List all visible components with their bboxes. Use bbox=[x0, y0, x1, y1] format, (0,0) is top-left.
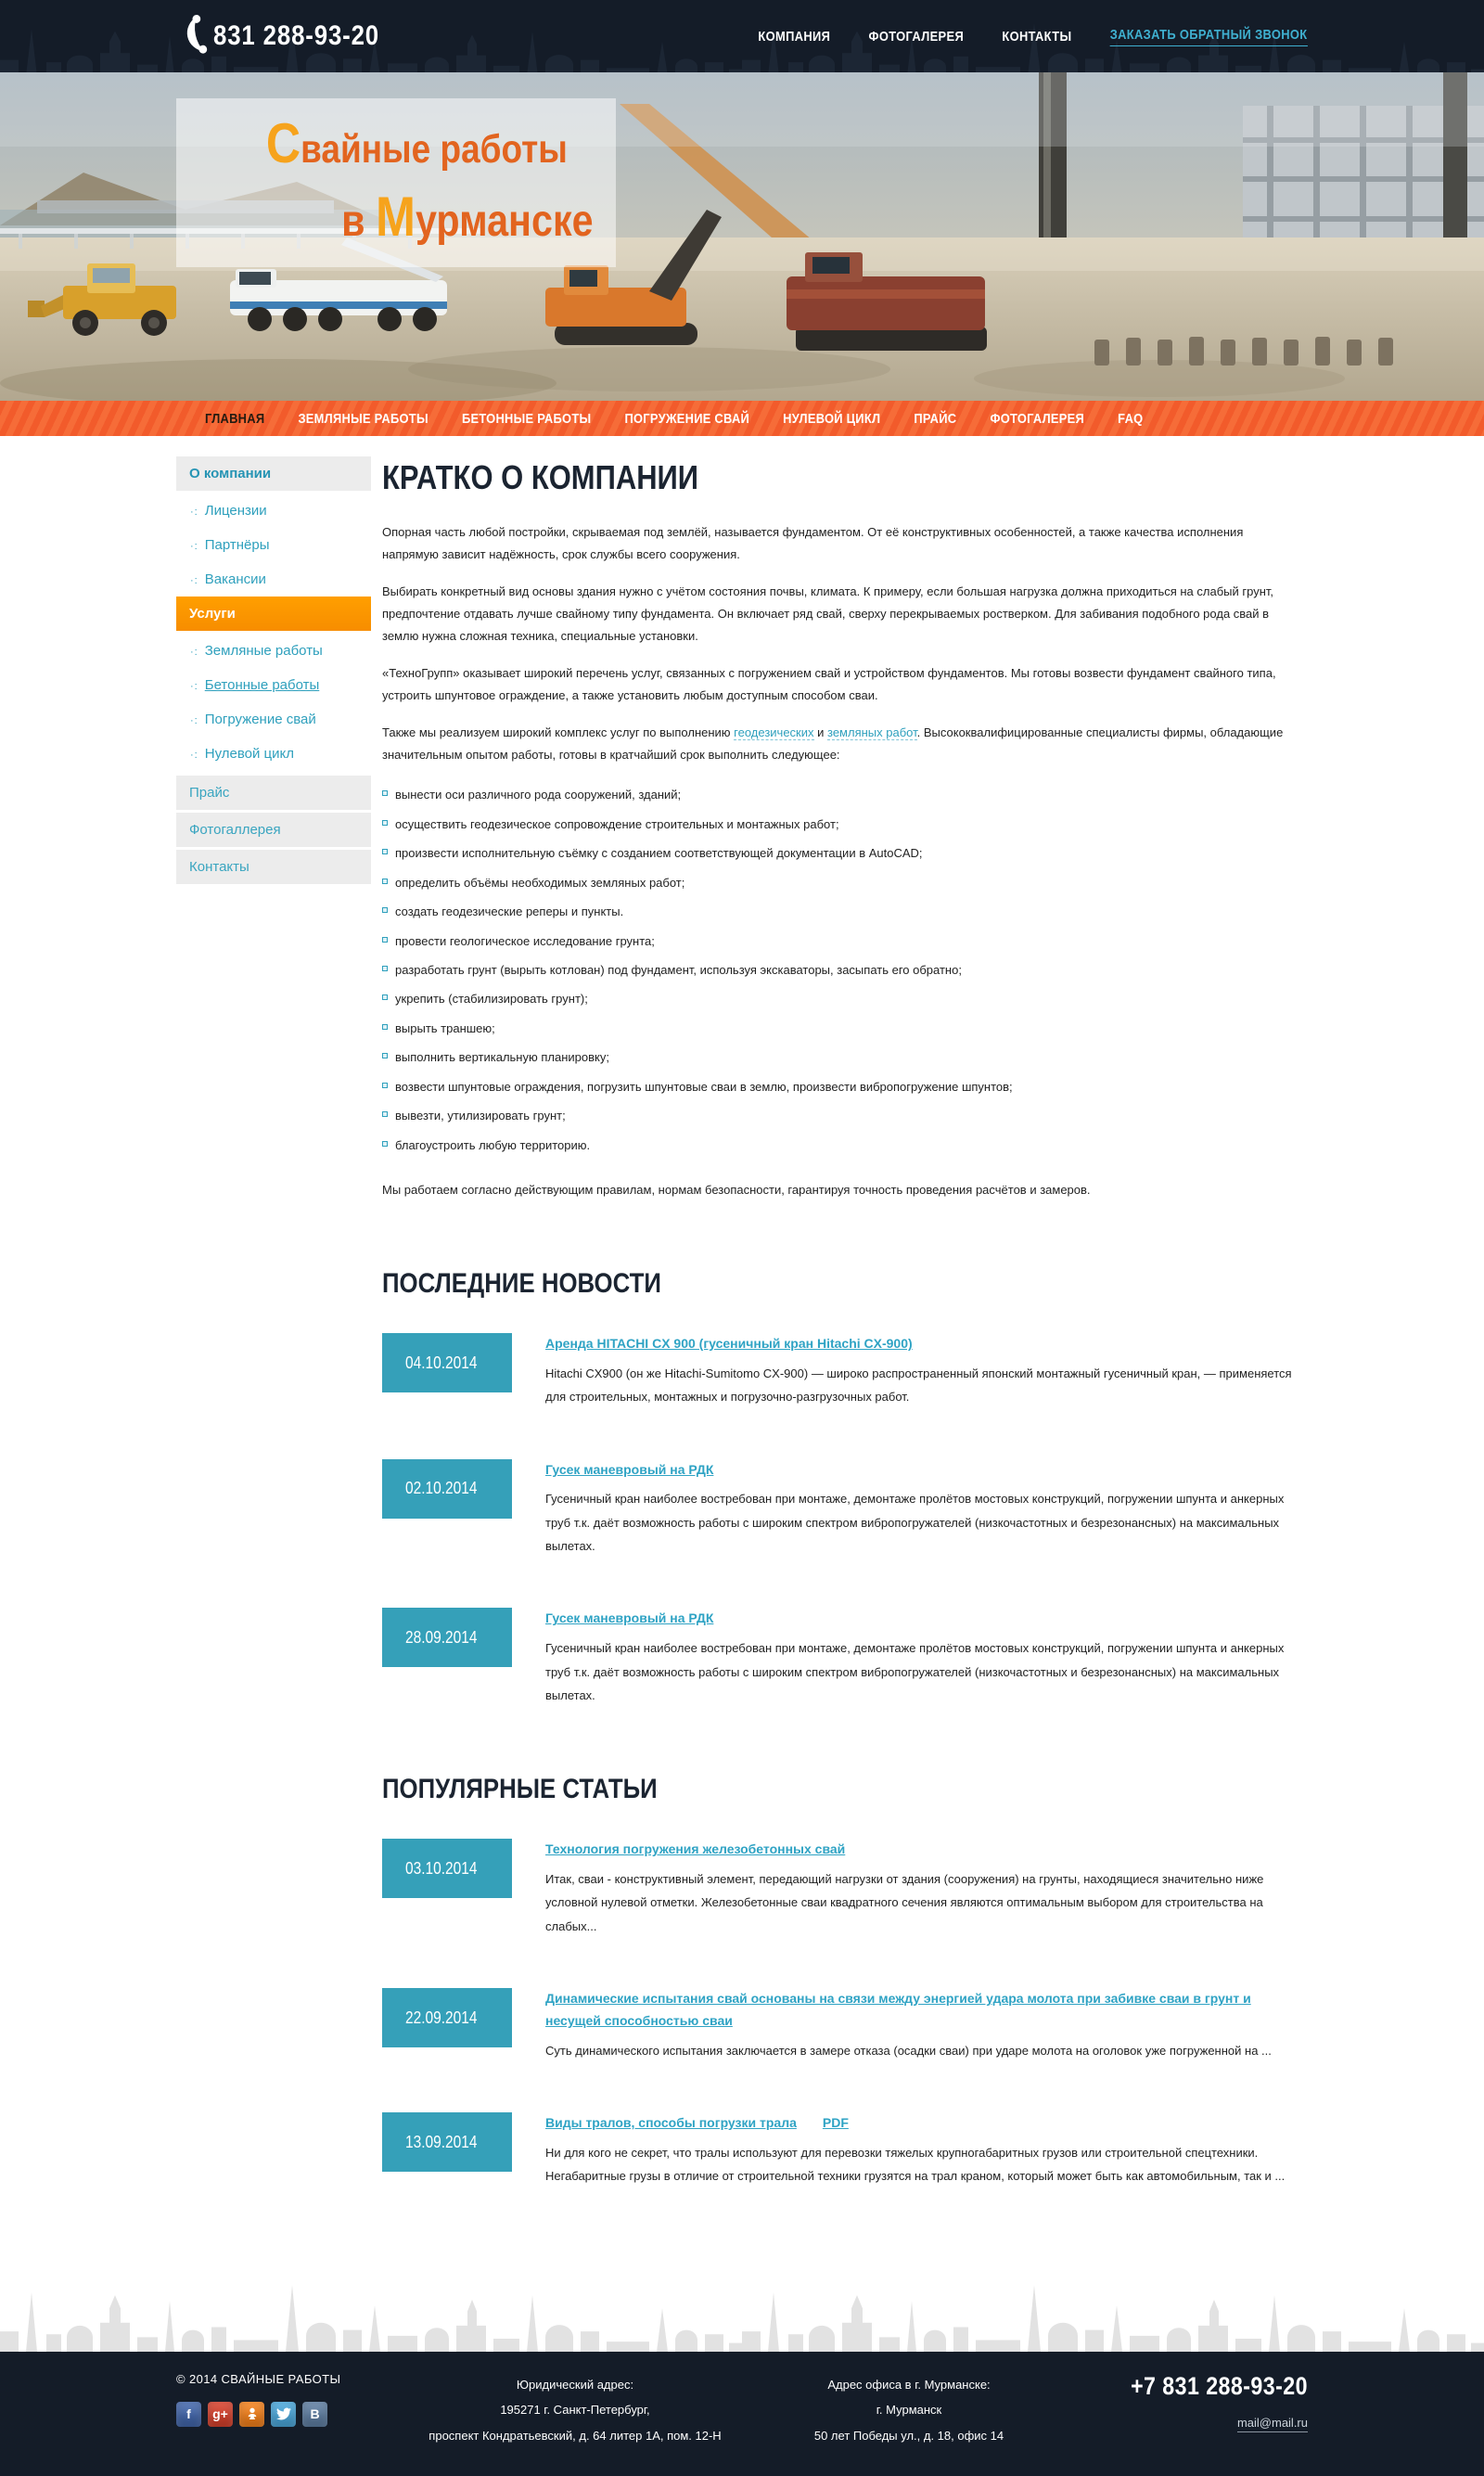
list-item: осуществить геодезическое сопровождение строительных и монтажных работ; bbox=[382, 815, 1300, 834]
nav-zero-cycle[interactable]: НУЛЕВОЙ ЦИКЛ bbox=[783, 410, 881, 427]
sidebar-item-partners[interactable]: ·: Партнёры bbox=[190, 537, 270, 553]
news-date-badge: 02.10.2014 bbox=[382, 1459, 512, 1519]
sidebar-menu bbox=[176, 456, 371, 887]
office-address-block: Адрес офиса в г. Мурманске: г. Мурманск 50 лет Победы ул., д. 18, офис 14 bbox=[813, 2377, 1004, 2444]
nav-earthworks[interactable]: ЗЕМЛЯНЫЕ РАБОТЫ bbox=[298, 410, 429, 427]
main-nav bbox=[0, 401, 1484, 436]
nav-concrete-works[interactable]: БЕТОННЫЕ РАБОТЫ bbox=[461, 410, 592, 427]
news-title-link[interactable]: Гусек маневровый на РДК bbox=[545, 1610, 714, 1626]
phone-handset-icon bbox=[173, 13, 208, 58]
sub-item-marker-icon: ·: bbox=[190, 575, 198, 586]
top-nav-gallery[interactable]: ФОТОГАЛЕРЕЯ bbox=[869, 28, 965, 45]
top-header bbox=[0, 0, 1484, 72]
article-pdf-link[interactable]: PDF bbox=[822, 2115, 849, 2131]
intro-paragraph-3: «ТехноГрупп» оказывает широкий перечень услуг, связанных с погружением свай и устройством фундаментов. Мы готовы возвести фундамент свайного типа, устроить шпунтовое ограждение, а также установить любым доступным способом сваи. bbox=[382, 666, 1276, 703]
article-title-link[interactable]: Технология погружения железобетонных свай bbox=[545, 1841, 846, 1857]
sidebar-item-contacts[interactable]: Контакты bbox=[176, 850, 371, 884]
sub-item-marker-icon: ·: bbox=[190, 541, 198, 552]
sidebar-item-earthworks[interactable]: ·: Земляные работы bbox=[190, 643, 323, 659]
news-item bbox=[382, 1608, 1308, 1707]
article-date-badge: 22.09.2014 bbox=[382, 1988, 512, 2047]
legal-address-block: Юридический адрес: 195271 г. Санкт-Петербург, проспект Кондратьевский, д. 64 литер 1А, пом. 12-Н bbox=[429, 2377, 722, 2444]
city-skyline-silhouette bbox=[0, 2279, 1484, 2352]
hero-title-box bbox=[176, 98, 616, 267]
sidebar-item-vacancies[interactable]: ·: Вакансии bbox=[190, 571, 266, 587]
top-nav-contacts[interactable]: КОНТАКТЫ bbox=[1002, 28, 1072, 45]
hero-title-line2: в Мурманске bbox=[341, 186, 594, 248]
news-item bbox=[382, 1333, 1308, 1408]
article-item bbox=[382, 1988, 1308, 2062]
list-item: выполнить вертикальную планировку; bbox=[382, 1047, 1300, 1067]
list-item: укрепить (стабилизировать грунт); bbox=[382, 989, 1300, 1008]
social-links bbox=[176, 2402, 408, 2427]
nav-photo-gallery[interactable]: ФОТОГАЛЕРЕЯ bbox=[990, 410, 1085, 427]
news-title-link[interactable]: Аренда HITACHI CX 900 (гусеничный кран Hitachi CX-900) bbox=[545, 1336, 913, 1352]
hero-banner bbox=[0, 72, 1484, 401]
article-item bbox=[382, 1839, 1308, 1938]
sidebar-item-pile-driving[interactable]: ·: Погружение свай bbox=[190, 712, 316, 727]
article-text: Ни для кого не секрет, что тралы используют для перевозки тяжелых крупногабаритных грузов или строительной спецтехники. Негабаритные грузы в отличие от строительной техники грузятся на трал краном, который может быть как автомобильным, так и ... bbox=[545, 2145, 1286, 2184]
vkontakte-icon[interactable]: B bbox=[302, 2402, 327, 2427]
sub-item-marker-icon: ·: bbox=[190, 507, 198, 518]
nav-pile-driving[interactable]: ПОГРУЖЕНИЕ СВАЙ bbox=[624, 410, 750, 427]
list-item: провести геологическое исследование грунта; bbox=[382, 931, 1300, 951]
nav-home[interactable]: ГЛАВНАЯ bbox=[204, 410, 265, 427]
top-nav-company[interactable]: КОМПАНИЯ bbox=[758, 28, 831, 45]
sub-item-marker-icon: ·: bbox=[190, 715, 198, 726]
list-item: вырыть траншею; bbox=[382, 1019, 1300, 1038]
sidebar-item-photogallery[interactable]: Фотогаллерея bbox=[176, 813, 371, 847]
nav-price[interactable]: ПРАЙС bbox=[914, 410, 957, 427]
sidebar-item-zero-cycle[interactable]: ·: Нулевой цикл bbox=[190, 746, 294, 762]
news-date-badge: 28.09.2014 bbox=[382, 1608, 512, 1667]
footer-email-link[interactable]: mail@mail.ru bbox=[1237, 2416, 1308, 2432]
sub-item-marker-icon: ·: bbox=[190, 647, 198, 658]
sidebar-item-concrete-works[interactable]: ·: Бетонные работы bbox=[190, 677, 320, 693]
services-list bbox=[382, 785, 1300, 1155]
list-item: благоустроить любую территорию. bbox=[382, 1135, 1300, 1155]
list-item: вывезти, утилизировать грунт; bbox=[382, 1106, 1300, 1125]
list-item: определить объёмы необходимых земляных работ; bbox=[382, 873, 1300, 892]
news-text: Hitachi CX900 (он же Hitachi-Sumitomo CX-900) — широко распространенный японский монтажный гусеничный кран, — применяется для строительных, монтажных и погрузочно-разгрузочных работ. bbox=[545, 1366, 1292, 1405]
nav-faq[interactable]: FAQ bbox=[1118, 410, 1144, 427]
list-item: вынести оси различного рода сооружений, зданий; bbox=[382, 785, 1300, 804]
skyline-decoration-band bbox=[0, 2276, 1484, 2352]
odnoklassniki-icon[interactable] bbox=[239, 2402, 264, 2427]
sub-item-marker-icon: ·: bbox=[190, 750, 198, 761]
news-text: Гусеничный кран наиболее востребован при монтаже, демонтаже пролётов мостовых конструкций, погружении шпунта и анкерных труб т.к. даёт возможность работы с широким спектром вибропогружателей (низкочастотных и безрезонансных) на максимальных вылетах. bbox=[545, 1641, 1285, 1702]
facebook-icon[interactable]: f bbox=[176, 2402, 201, 2427]
list-item: произвести исполнительную съёмку с созданием соответствующей документации в AutoCAD; bbox=[382, 843, 1300, 863]
sidebar-item-services[interactable]: Услуги bbox=[176, 597, 371, 631]
list-item: создать геодезические реперы и пункты. bbox=[382, 902, 1300, 921]
geodesy-link[interactable]: геодезических bbox=[734, 725, 814, 740]
article-date-badge: 13.09.2014 bbox=[382, 2112, 512, 2172]
list-item: разработать грунт (вырыть котлован) под фундамент, используя экскаваторы, засыпать его обратно; bbox=[382, 960, 1300, 980]
footer bbox=[0, 2352, 1484, 2476]
sub-item-marker-icon: ·: bbox=[190, 681, 198, 692]
closing-paragraph: Мы работаем согласно действующим правилам, нормам безопасности, гарантируя точность проведения расчётов и замеров. bbox=[382, 1183, 1091, 1198]
page-title: КРАТКО О КОМПАНИИ bbox=[382, 458, 699, 496]
intro-paragraph-4: Также мы реализуем широкий комплекс услуг по выполнению геодезических и земляных работ. Высококвалифицированные специалисты фирмы, обладающие значительным опытом работы, готовы в кратчайший срок выполнить следующее: bbox=[382, 725, 1284, 763]
twitter-icon[interactable] bbox=[271, 2402, 296, 2427]
hero-title-line1: Свайные работы bbox=[266, 112, 568, 174]
news-item bbox=[382, 1459, 1308, 1559]
article-title-link[interactable]: Динамические испытания свай основаны на связи между энергией удара молота при забивке сваи в грунт и несущей способностью сваи bbox=[545, 1991, 1251, 2028]
article-text: Суть динамического испытания заключается в замере отказа (осадки сваи) при ударе молота на оголовок уже погруженной на ... bbox=[545, 2043, 1272, 2058]
news-section-title: ПОСЛЕДНИЕ НОВОСТИ bbox=[382, 1268, 661, 1300]
intro-paragraph-1: Опорная часть любой постройки, скрываемая под землёй, называется фундаментом. От её конструктивных особенностей, а также качества исполнения напрямую зависит надёжность, срок службы всего сооружения. bbox=[382, 525, 1244, 562]
sidebar-item-price[interactable]: Прайс bbox=[176, 776, 371, 810]
article-item bbox=[382, 2112, 1308, 2187]
news-title-link[interactable]: Гусек маневровый на РДК bbox=[545, 1461, 714, 1477]
articles-section-title: ПОПУЛЯРНЫЕ СТАТЬИ bbox=[382, 1774, 658, 1805]
sidebar-item-about[interactable]: О компании bbox=[176, 456, 371, 491]
google-plus-icon[interactable]: g+ bbox=[208, 2402, 233, 2427]
header-phone-block bbox=[176, 16, 406, 57]
copyright-text: © 2014 СВАЙНЫЕ РАБОТЫ bbox=[176, 2371, 341, 2386]
callback-request-link[interactable]: ЗАКАЗАТЬ ОБРАТНЫЙ ЗВОНОК bbox=[1110, 27, 1308, 46]
top-nav bbox=[759, 27, 1308, 46]
news-text: Гусеничный кран наиболее востребован при монтаже, демонтаже пролётов мостовых конструкций, погружении шпунта и анкерных труб т.к. даёт возможность работы с широким спектром вибропогружателей (низкочастотных и безрезонансных) на максимальных вылетах. bbox=[545, 1492, 1285, 1554]
intro-paragraph-2: Выбирать конкретный вид основы здания нужно с учётом состояния почвы, климата. К примеру, если большая нагрузка должна приходиться на слабый грунт, предпочтение отдавать лучше свайному типу фундамента. Он включает ряд свай, сверху перекрываемых ростверком. Для забивания подобного рода свай в землю нужна сложная техника, специальные установки. bbox=[382, 584, 1274, 644]
header-phone-number: 831 288-93-20 bbox=[213, 20, 380, 51]
article-text: Итак, сваи - конструктивный элемент, передающий нагрузки от здания (сооружения) на грунты, находящиеся значительно ниже условной нулевой отметки. Железобетонные сваи квадратного сечения являются оптимальным выбором для строительства на слабых... bbox=[545, 1872, 1264, 1933]
footer-phone-number: +7 831 288-93-20 bbox=[1131, 2371, 1308, 2400]
sidebar-item-licenses[interactable]: ·: Лицензии bbox=[190, 503, 267, 519]
main-content bbox=[382, 456, 1308, 2276]
article-date-badge: 03.10.2014 bbox=[382, 1839, 512, 1898]
earthworks-link[interactable]: земляных работ bbox=[827, 725, 917, 740]
news-date-badge: 04.10.2014 bbox=[382, 1333, 512, 1392]
article-title-link[interactable]: Виды тралов, способы погрузки трала bbox=[545, 2115, 797, 2131]
list-item: возвести шпунтовые ограждения, погрузить шпунтовые сваи в землю, произвести вибропогружение шпунтов; bbox=[382, 1077, 1300, 1097]
